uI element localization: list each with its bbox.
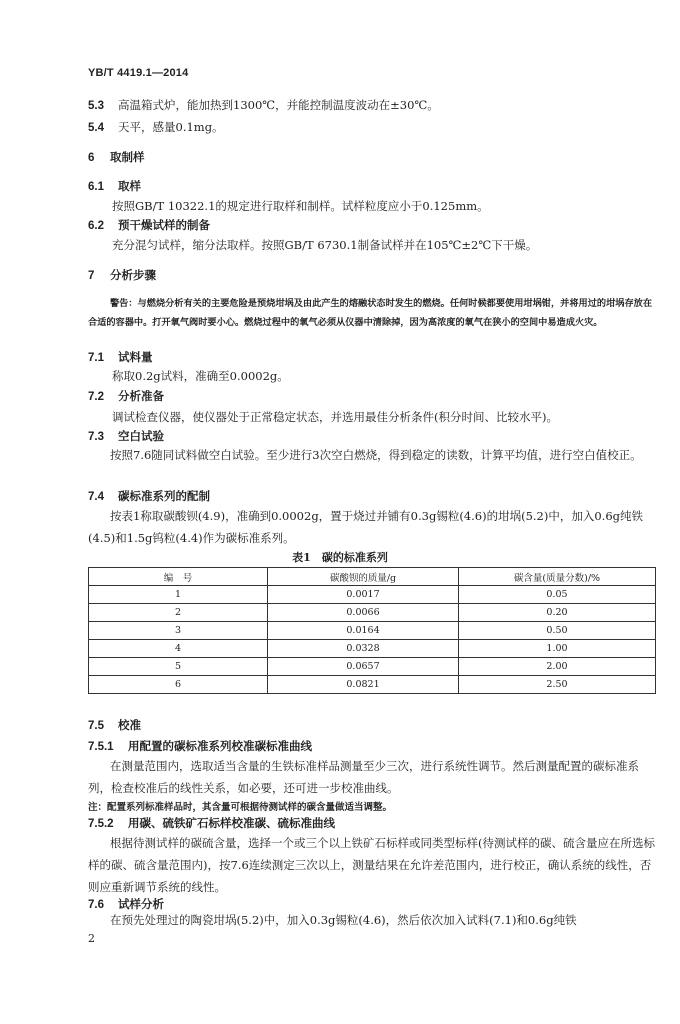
section-title: 用配置的碳标准系列校准碳标准曲线 [128,739,312,753]
section-7-4-text: 按表1称取碳酸钡(4.9)，准确到0.0002g，置于烧过并铺有0.3g锡粒(4.6)的坩埚(5.2)中，加入0.6g纯铁(4.5)和1.5g钨粒(4.4)作为碳标准系列。 [88,509,643,545]
cell: 0.0164 [268,622,459,640]
section-title: 用碳、硫铁矿石标样校准碳、硫标准曲线 [128,816,335,830]
section-7-3-text: 按照7.6随同试料做空白试验。至少进行3次空白燃烧，得到稳定的读数，计算平均值，进行空白值校正。 [110,448,642,462]
section-number: 6.1 [88,181,104,193]
cell: 6 [89,676,268,694]
section-6-1-heading [88,178,141,194]
section-number: 7.3 [88,431,104,443]
section-number: 6.2 [88,220,104,232]
section-title: 试样分析 [118,897,164,911]
section-number: 6 [88,152,95,164]
section-text: 高温箱式炉，能加热到1300℃，并能控制温度波动在±30℃。 [118,98,439,112]
page-number: 2 [88,932,95,945]
cell: 1 [89,586,268,604]
cell: 0.20 [459,604,656,622]
section-number: 7.5 [88,720,104,732]
section-text: 天平，感量0.1mg。 [118,120,224,134]
section-5-3 [88,97,439,113]
section-number: 7.1 [88,352,104,364]
cell: 2.50 [459,676,656,694]
section-title: 取制样 [110,150,145,164]
cell: 0.0657 [268,658,459,676]
section-7-5-2-heading [88,815,335,831]
table-caption: 表1 碳的标准系列 [292,551,388,564]
section-6-1-text: 按照GB/T 10322.1的规定进行取样和制样。试样粒度应小于0.125mm。 [112,199,489,213]
table-row [89,640,656,658]
section-title: 碳标准系列的配制 [118,489,210,503]
section-title: 空白试验 [118,429,164,443]
section-7-3-heading [88,428,164,444]
table-row [89,586,656,604]
col-header-baco3-mass: 碳酸钡的质量/g [268,568,459,586]
table-header-row [89,568,656,586]
section-7-5-1-heading [88,738,312,754]
section-7-2-text: 调试检查仪器，使仪器处于正常稳定状态，并选用最佳分析条件(积分时间、比较水平)。 [112,410,558,424]
section-title: 分析准备 [118,389,164,403]
section-number: 7 [88,270,95,282]
section-title: 分析步骤 [110,268,156,282]
warning-paragraph: 警告：与燃烧分析有关的主要危险是预烧坩埚及由此产生的熔融状态时发生的燃烧。任何时候都要使用坩埚钳，并将用过的坩埚存放在合适的容器中。打开氧气阀时要小心。燃烧过程中的氧气必须从仪器中清除掉，因为高浓度的氧气在狭小的空间中易造成火灾。 [88,298,653,328]
section-7-5-2-text: 根据待测试样的碳硫含量，选择一个或三个以上铁矿石标样或同类型标样(待测试样的碳、硫含量应在所选标样的碳、硫含量范围内)，按7.6连续测定三次以上，测量结果在允许差范围内，进行校正，确认系统的线性，否则应重新调节系统的线性。 [88,836,655,894]
section-number: 7.5.2 [88,818,114,830]
section-number: 7.2 [88,391,104,403]
table-row [89,658,656,676]
section-6-2-heading [88,217,210,233]
table-row [89,604,656,622]
cell: 0.0328 [268,640,459,658]
cell: 0.0821 [268,676,459,694]
section-6-heading [88,149,145,165]
section-title: 校准 [118,718,141,732]
section-7-5-1-text: 在测量范围内，选取适当含量的生铁标准样品测量至少三次，进行系统性调节。然后测量配置的碳标准系列，检查校准后的线性关系，如必要，还可进一步校准曲线。 [88,759,639,795]
col-header-carbon-content: 碳含量(质量分数)/% [459,568,656,586]
cell: 1.00 [459,640,656,658]
section-title: 预干燥试样的制备 [118,218,210,232]
cell: 0.0017 [268,586,459,604]
section-number: 7.5.1 [88,741,114,753]
section-number: 5.3 [88,100,104,112]
section-7-2-heading [88,388,164,404]
cell: 0.05 [459,586,656,604]
section-title: 试料量 [118,350,153,364]
carbon-standard-table [88,567,656,694]
cell: 5 [89,658,268,676]
section-title: 取样 [118,179,141,193]
section-number: 5.4 [88,122,104,134]
cell: 4 [89,640,268,658]
table-row [89,676,656,694]
section-7-1-text: 称取0.2g试料，准确至0.0002g。 [112,369,289,383]
section-7-5-1-note: 注：配置系列标准样品时，其含量可根据待测试样的碳含量做适当调整。 [88,802,393,813]
section-7-5-heading [88,717,141,733]
section-7-4-heading [88,488,210,504]
cell: 2.00 [459,658,656,676]
section-7-1-heading [88,349,153,365]
section-6-2-text: 充分混匀试样，缩分法取样。按照GB/T 6730.1制备试样并在105℃±2℃下干燥。 [112,238,538,252]
cell: 0.50 [459,622,656,640]
table-row [89,622,656,640]
cell: 2 [89,604,268,622]
section-7-6-text: 在预先处理过的陶瓷坩埚(5.2)中，加入0.3g锡粒(4.6)，然后依次加入试料(7.1)和0.6g纯铁 [110,913,577,927]
col-header-number: 编 号 [89,568,268,586]
section-number: 7.6 [88,899,104,911]
standard-header: YB/T 4419.1—2014 [88,67,189,79]
cell: 3 [89,622,268,640]
section-5-4 [88,119,224,135]
section-number: 7.4 [88,491,104,503]
cell: 0.0066 [268,604,459,622]
section-7-heading [88,267,156,283]
